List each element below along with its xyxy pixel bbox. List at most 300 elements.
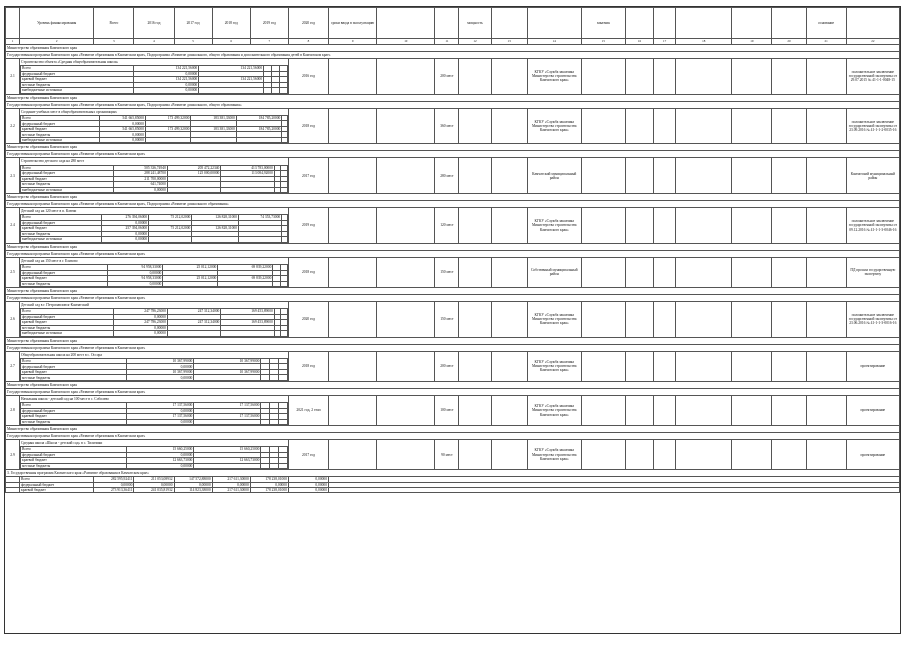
col-header: мощность: [459, 8, 491, 39]
financing-amount: 125 000,00000: [167, 171, 220, 177]
financing-amount: [218, 281, 273, 287]
financing-table: [20, 308, 288, 337]
financing-amount: [264, 88, 272, 94]
financing-source: краевой бюджет: [21, 126, 100, 132]
financing-amount: [279, 419, 288, 425]
totals-amount: 147 572,88000: [174, 477, 212, 482]
financing-source: краевой бюджет: [21, 77, 134, 83]
empty-cell: [732, 208, 772, 244]
financing-amount: 0,00000: [127, 408, 194, 414]
financing-amount: 247 786,23000: [114, 309, 167, 315]
financing-row: [21, 137, 288, 143]
financing-amount: 184 785,20000: [236, 115, 281, 121]
financing-cell: [20, 395, 289, 425]
financing-amount: 0,00000: [108, 281, 163, 287]
capacity: 100 мест: [435, 395, 459, 425]
financing-amount: [236, 137, 281, 143]
financing-amount: 25 012,12000: [163, 276, 218, 282]
empty-cell: [625, 158, 653, 194]
financing-table: [20, 115, 288, 144]
object-title: Детский сад на 120 мест в п. Ключи: [21, 209, 77, 214]
financing-amount: [167, 331, 220, 337]
capacity: 360 мест: [435, 108, 459, 144]
empty-cell: [377, 351, 435, 381]
financing-source: федеральный бюджет: [21, 314, 114, 320]
empty-cell: [625, 302, 653, 338]
empty-cell: [654, 208, 676, 244]
object-row: [6, 108, 900, 144]
financing-source: федеральный бюджет: [21, 220, 102, 226]
col-header: Всего: [94, 8, 134, 39]
col-number: 22: [846, 39, 899, 45]
empty-cell: [459, 351, 491, 381]
customer: КГКУ «Служба заказчика Министерства строительства Камчатского края»: [527, 440, 581, 470]
commissioning-year: 2019 год: [288, 208, 328, 244]
financing-amount: 183 381,33000: [191, 126, 236, 132]
financing-row: [21, 88, 288, 94]
financing-amount: 10 367,99000: [194, 358, 261, 364]
empty-cell: [654, 351, 676, 381]
financing-amount: 257 394,06000: [102, 226, 149, 232]
financing-amount: 0,00000: [127, 364, 194, 370]
financing-table: [20, 65, 288, 94]
empty-cell: [491, 302, 527, 338]
object-number: 2.5: [6, 257, 20, 287]
capacity: 280 мест: [435, 158, 459, 194]
financing-source: внебюджетные источники: [21, 137, 100, 143]
capacity: 200 мест: [435, 59, 459, 95]
financing-source: местные бюджеты: [21, 281, 108, 287]
financing-amount: 0,00000: [134, 71, 199, 77]
object-row: [6, 208, 900, 244]
empty-cell: [459, 59, 491, 95]
empty-cell: [329, 59, 377, 95]
financing-amount: [282, 137, 288, 143]
object-number: 2.9: [6, 440, 20, 470]
empty-cell: [772, 108, 806, 144]
empty-cell: [329, 395, 377, 425]
program-row: [6, 295, 900, 302]
object-number: 2.8: [6, 395, 20, 425]
object-number: 2.2: [6, 108, 20, 144]
program-row: [6, 101, 900, 108]
program-label: Государственная программа Камчатского края «Развитие образования в Камчатском крае»: [6, 388, 900, 395]
financing-amount: 247 312,34000: [167, 320, 220, 326]
financing-amount: [194, 463, 261, 469]
col-number: 2: [20, 39, 94, 45]
financing-row: [21, 331, 288, 337]
totals-amount: 0,00000: [174, 482, 212, 487]
empty-cell: [806, 351, 846, 381]
program-label: Государственная программа Камчатского края «Развитие образования в Камчатском крае»: [6, 250, 900, 257]
section-row: [6, 144, 900, 151]
financing-amount: [221, 331, 274, 337]
financing-row: [21, 187, 288, 193]
col-number: 6: [212, 39, 250, 45]
col-header: [654, 8, 676, 39]
empty-cell: [654, 440, 676, 470]
financing-table: [20, 402, 288, 425]
col-header: [732, 8, 772, 39]
financing-amount: [272, 88, 280, 94]
section-label: Министерство образования Камчатского края: [6, 194, 900, 201]
totals-amount: 241 035,81932: [134, 487, 174, 492]
section-row: [6, 288, 900, 295]
commissioning-year: 2018 год: [288, 257, 328, 287]
empty-cell: [459, 208, 491, 244]
commissioning-year: 2017 год: [288, 158, 328, 194]
commissioning-year: 2017 год: [288, 440, 328, 470]
financing-amount: [191, 137, 236, 143]
financing-table: [20, 264, 288, 287]
financing-amount: 17 137,56000: [127, 403, 194, 409]
object-title: Создание учебных мест в общеобразовательных организациях: [21, 109, 117, 114]
customer: КГКУ «Служба заказчика Министерства строительства Камчатского края»: [527, 59, 581, 95]
basis-note: Камчатский муниципальный район: [846, 158, 899, 194]
financing-amount: 0,00000: [100, 121, 145, 127]
empty-cell: [676, 158, 732, 194]
financing-source: внебюджетные источники: [21, 88, 134, 94]
financing-amount: 0,00000: [100, 137, 145, 143]
col-number: 4: [134, 39, 174, 45]
customer: КГКУ «Служба заказчика Министерства строительства Камчатского края»: [527, 108, 581, 144]
empty-cell: [581, 351, 625, 381]
financing-cell: [20, 440, 289, 470]
object-row: [6, 302, 900, 338]
empty-cell: [772, 59, 806, 95]
empty-cell: [806, 158, 846, 194]
empty-cell: [377, 395, 435, 425]
financing-amount: 25 012,12000: [163, 265, 218, 271]
col-number: 20: [772, 39, 806, 45]
col-header: 2020 год: [288, 8, 328, 39]
financing-source: местные бюджеты: [21, 182, 114, 188]
object-number: 2.1: [6, 59, 20, 95]
empty-cell: [732, 351, 772, 381]
empty-cell: [581, 158, 625, 194]
financing-source: местные бюджеты: [21, 375, 127, 381]
program-label: Государственная программа Камчатского края «Развитие образования в Камчатском крае», Подпрограмма «Развитие дошкольного образования»: [6, 201, 900, 208]
financing-amount: [261, 463, 270, 469]
financing-amount: 94 958,33000: [108, 276, 163, 282]
financing-amount: [281, 187, 288, 193]
financing-amount: 276 394,06000: [102, 215, 149, 221]
financing-cell: [20, 158, 289, 194]
financing-source: Всего: [21, 165, 114, 171]
empty-cell: [491, 108, 527, 144]
totals-amount: 0,00000: [288, 477, 328, 482]
object-row: [6, 257, 900, 287]
col-number: 9: [329, 39, 377, 45]
empty-cell: [377, 208, 435, 244]
program-row: [6, 433, 900, 440]
financing-amount: 0,00000: [114, 331, 167, 337]
totals-body: [6, 470, 900, 493]
totals-amount: 0,00000: [288, 487, 328, 492]
empty-cell: [377, 158, 435, 194]
totals-title-row: [6, 470, 900, 477]
financing-row: [21, 281, 288, 287]
financing-amount: 541 665,85000: [100, 115, 145, 121]
col-number: 14: [527, 39, 581, 45]
totals-source: краевой бюджет: [20, 487, 94, 492]
customer: Собственный муниципальный район: [527, 257, 581, 287]
col-header: 2017 год: [174, 8, 212, 39]
financing-source: Всего: [21, 66, 134, 72]
empty-cell: [772, 440, 806, 470]
commissioning-year: 2018 год: [288, 351, 328, 381]
empty-cell: [732, 59, 772, 95]
financing-source: местные бюджеты: [21, 82, 134, 88]
col-number: 17: [654, 39, 676, 45]
empty-cell: [581, 257, 625, 287]
financing-source: федеральный бюджет: [21, 452, 127, 458]
basis-note: положительное заключение государственной экспертизы от 23.09.2016 № 41-1-1-2-0035-16: [846, 108, 899, 144]
empty-cell: [581, 108, 625, 144]
financing-amount: 288 241,48700: [114, 171, 167, 177]
program-label: Государственная программа Камчатского края «Развитие образования в Камчатском крае», Подпрограмма «Развитие дошкольного, общего образования»: [6, 101, 900, 108]
commissioning-year: 2016 год: [288, 59, 328, 95]
col-header: [625, 8, 653, 39]
financing-cell: [20, 302, 289, 338]
empty-cell: [329, 302, 377, 338]
financing-amount: [279, 88, 287, 94]
financing-amount: 205 472,22340: [167, 165, 220, 171]
financing-amount: 134 221,56000: [199, 66, 264, 72]
financing-amount: 169 453,89000: [221, 320, 274, 326]
program-row: [6, 201, 900, 208]
basis-note: проектирование: [846, 440, 899, 470]
financing-source: федеральный бюджет: [21, 270, 108, 276]
totals-amount: 217 611,30000: [212, 477, 250, 482]
object-row: [6, 351, 900, 381]
totals-amount: 114 823,38000: [174, 487, 212, 492]
section-row: [6, 243, 900, 250]
financing-amount: [270, 375, 279, 381]
financing-source: внебюджетные источники: [21, 331, 114, 337]
empty-cell: [329, 257, 377, 287]
financing-amount: 74 353,73000: [238, 215, 281, 221]
empty-cell: [625, 108, 653, 144]
financing-amount: 134 221,56000: [199, 77, 264, 83]
empty-cell: [732, 302, 772, 338]
financing-source: местные бюджеты: [21, 419, 127, 425]
col-number: 13: [491, 39, 527, 45]
empty-cell: [491, 257, 527, 287]
object-number: 2.7: [6, 351, 20, 381]
col-header: [676, 8, 732, 39]
col-number: 16: [625, 39, 653, 45]
empty-cell: [329, 208, 377, 244]
financing-source: краевой бюджет: [21, 176, 114, 182]
empty-cell: [654, 108, 676, 144]
col-number: 7: [250, 39, 288, 45]
section-label: Министерство образования Камчатского края: [6, 337, 900, 344]
financing-amount: [194, 419, 261, 425]
financing-source: краевой бюджет: [21, 458, 127, 464]
empty-cell: [654, 158, 676, 194]
col-number: 19: [732, 39, 772, 45]
object-number: 2.3: [6, 158, 20, 194]
financing-amount: 0,00000: [114, 187, 167, 193]
totals-source: федеральный бюджет: [20, 482, 94, 487]
empty-cell: [806, 257, 846, 287]
object-title: Общеобразовательная школа на 200 мест в с. Оссора: [21, 352, 102, 357]
object-title: Строительство детского сада на 280 мест: [21, 159, 85, 164]
financing-amount: [273, 281, 280, 287]
program-row: [6, 344, 900, 351]
financing-amount: 541 665,85000: [100, 126, 145, 132]
financing-source: местные бюджеты: [21, 231, 102, 237]
financing-amount: 126 828,31000: [192, 215, 239, 221]
empty-cell: [329, 351, 377, 381]
section-row: [6, 426, 900, 433]
empty-cell: [491, 440, 527, 470]
empty-cell: [654, 59, 676, 95]
financing-amount: [279, 375, 288, 381]
financing-row: [21, 463, 288, 469]
financing-amount: 169 453,89000: [221, 309, 274, 315]
empty-cell: [459, 302, 491, 338]
totals-amount: 178 238,01000: [250, 477, 288, 482]
financing-table: [20, 214, 288, 243]
financing-amount: 113 084,92000: [221, 171, 274, 177]
financing-source: краевой бюджет: [21, 320, 114, 326]
totals-amount: 0,00000: [134, 482, 174, 487]
financing-amount: 75 212,02000: [149, 215, 192, 221]
col-number: 3: [94, 39, 134, 45]
financing-source: Всего: [21, 215, 102, 221]
col-number: 10: [377, 39, 435, 45]
financing-amount: [279, 463, 288, 469]
empty-cell: [625, 395, 653, 425]
section-row: [6, 45, 900, 52]
totals-amount: 217 611,30000: [212, 487, 250, 492]
object-row: [6, 158, 900, 194]
empty-cell: [377, 108, 435, 144]
financing-cell: [20, 257, 289, 287]
financing-amount: [281, 331, 288, 337]
empty-cell: [676, 59, 732, 95]
section-label: Министерство образования Камчатского края: [6, 381, 900, 388]
col-header: [846, 8, 899, 39]
financing-source: краевой бюджет: [21, 226, 102, 232]
financing-amount: 94 958,33000: [108, 265, 163, 271]
capacity: 200 мест: [435, 351, 459, 381]
commissioning-year: 2021 год, 2 этап: [288, 395, 328, 425]
financing-amount: 0,00000: [102, 220, 149, 226]
financing-cell: [20, 108, 289, 144]
empty-cell: [772, 395, 806, 425]
section-label: Министерство образования Камчатского края: [6, 426, 900, 433]
financing-amount: [145, 137, 190, 143]
empty-cell: [581, 302, 625, 338]
empty-cell: [581, 208, 625, 244]
financing-source: Всего: [21, 115, 100, 121]
empty-cell: [654, 395, 676, 425]
empty-cell: [491, 59, 527, 95]
object-row: [6, 59, 900, 95]
empty-cell: [459, 158, 491, 194]
register-body: [6, 45, 900, 470]
financing-amount: 505 336,74940: [114, 165, 167, 171]
empty-cell: [806, 395, 846, 425]
customer: КГКУ «Служба заказчика Министерства строительства Камчатского края»: [527, 395, 581, 425]
col-header: [527, 8, 581, 39]
financing-amount: 0,00000: [127, 463, 194, 469]
col-header: основание: [806, 8, 846, 39]
empty-cell: [329, 440, 377, 470]
section-label: Министерство образования Камчатского края: [6, 243, 900, 250]
basis-note: проектирование: [846, 395, 899, 425]
basis-note: проектирование: [846, 351, 899, 381]
program-row: [6, 52, 900, 59]
empty-cell: [676, 302, 732, 338]
program-label: Государственная программа Камчатского края «Развитие образования в Камчатском крае»: [6, 433, 900, 440]
financing-amount: 247 312,34000: [167, 309, 220, 315]
empty-cell: [772, 351, 806, 381]
financing-amount: 126 828,31000: [192, 226, 239, 232]
section-label: Министерство образования Камчатского края: [6, 94, 900, 101]
financing-cell: [20, 208, 289, 244]
totals-source: Всего: [20, 477, 94, 482]
financing-amount: 134 221,56000: [134, 66, 199, 72]
totals-amount: 0,00000: [250, 482, 288, 487]
financing-amount: [199, 88, 264, 94]
totals-amount: 211 053,08932: [134, 477, 174, 482]
empty-cell: [732, 395, 772, 425]
program-row: [6, 250, 900, 257]
financing-amount: 0,00000: [127, 452, 194, 458]
empty-cell: [654, 257, 676, 287]
empty-cell: [377, 59, 435, 95]
object-title: Начальная школа - детский сад на 100 мест в с. Соболево: [21, 396, 109, 401]
empty-cell: [491, 208, 527, 244]
object-title: Строительство объекта «Средняя общеобразовательная школа»: [21, 60, 119, 64]
empty-cell: [676, 395, 732, 425]
empty-cell: [581, 440, 625, 470]
financing-source: внебюджетные источники: [21, 187, 114, 193]
section-row: [6, 94, 900, 101]
financing-amount: 75 212,02000: [149, 226, 192, 232]
customer: КГКУ «Служба заказчика Министерства строительства Камчатского края»: [527, 208, 581, 244]
investment-register-table: [5, 7, 900, 493]
financing-amount: [194, 375, 261, 381]
financing-source: внебюджетные источники: [21, 237, 102, 243]
financing-cell: [20, 351, 289, 381]
empty-cell: [625, 257, 653, 287]
financing-amount: 247 786,23000: [114, 320, 167, 326]
empty-cell: [459, 395, 491, 425]
col-header: 2019 год: [250, 8, 288, 39]
empty-cell: [772, 257, 806, 287]
financing-source: федеральный бюджет: [21, 121, 100, 127]
financing-source: федеральный бюджет: [21, 171, 114, 177]
financing-amount: [192, 237, 239, 243]
financing-amount: 10 367,99000: [127, 358, 194, 364]
financing-source: федеральный бюджет: [21, 408, 127, 414]
empty-cell: [491, 351, 527, 381]
program-label: Государственная программа Камчатского края «Развитие образования в Камчатском крае»: [6, 344, 900, 351]
financing-amount: 413 783,00000: [221, 165, 274, 171]
empty-cell: [806, 440, 846, 470]
object-title: Детский сад на 150 мест в г. Елизово: [21, 258, 78, 263]
object-title: Средняя школа «Школа - детский сад» в с. Тиличики: [21, 441, 103, 446]
financing-source: Всего: [21, 447, 127, 453]
program-label: Государственная программа Камчатского края «Развитие образования в Камчатском крае»: [6, 295, 900, 302]
col-number: 5: [174, 39, 212, 45]
totals-amount: 0,00000: [288, 482, 328, 487]
